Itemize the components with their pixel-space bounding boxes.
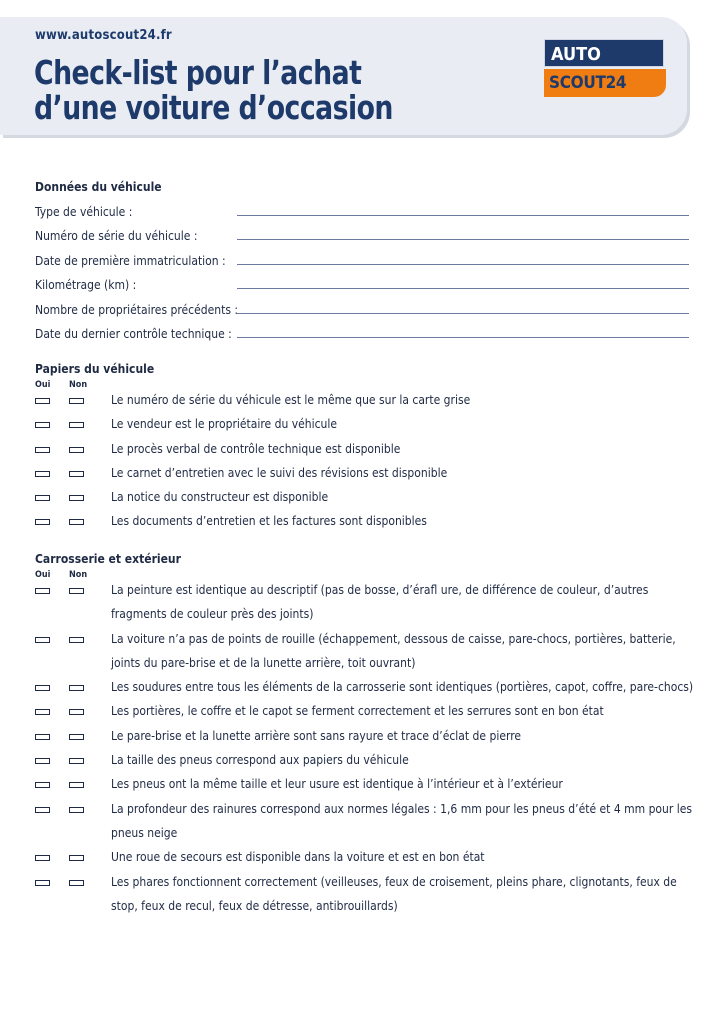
checkbox-non[interactable] xyxy=(69,637,84,643)
checkbox-non[interactable] xyxy=(69,495,84,501)
checkbox-non[interactable] xyxy=(69,782,84,788)
checkbox-oui[interactable] xyxy=(35,422,50,428)
checkbox-non[interactable] xyxy=(69,758,84,764)
field-input-line[interactable] xyxy=(237,337,689,338)
page-title xyxy=(34,55,393,125)
field-label: Nombre de propriétaires précédents : xyxy=(35,302,239,317)
field-label: Date de première immatriculation : xyxy=(35,253,226,268)
checkbox-non[interactable] xyxy=(69,422,84,428)
checkbox-oui[interactable] xyxy=(35,685,50,691)
logo-auto-text: AUTO xyxy=(544,39,664,67)
checkbox-oui[interactable] xyxy=(35,519,50,525)
page-header xyxy=(0,17,687,135)
checklist-item-text: Le pare-brise et la lunette arrière sont sans rayure et trace d’éclat de pierre xyxy=(111,729,522,743)
checkbox-oui[interactable] xyxy=(35,880,50,886)
checkbox-oui[interactable] xyxy=(35,447,50,453)
website-url[interactable]: www.autoscout24.fr xyxy=(35,28,172,43)
checkbox-non[interactable] xyxy=(69,734,84,740)
section-title-vehicle-data: Données du véhicule xyxy=(35,180,162,194)
field-input-line[interactable] xyxy=(237,288,689,289)
checkbox-non[interactable] xyxy=(69,855,84,861)
checklist-item-text: La peinture est identique au descriptif (pas de bosse, d’érafl ure, de différence de couleur, d’autres fragments de couleur près des joints) xyxy=(111,583,649,622)
field-label: Numéro de série du véhicule : xyxy=(35,229,198,244)
checkbox-non[interactable] xyxy=(69,588,84,594)
checkbox-oui[interactable] xyxy=(35,495,50,501)
checkbox-non[interactable] xyxy=(69,447,84,453)
checkbox-oui[interactable] xyxy=(35,398,50,404)
checklist-item-text: Les soudures entre tous les éléments de la carrosserie sont identiques (portières, capot, coffre, pare-chocs) xyxy=(111,680,694,694)
checkbox-oui[interactable] xyxy=(35,758,50,764)
autoscout24-logo xyxy=(544,39,666,99)
checkbox-non[interactable] xyxy=(69,398,84,404)
checkbox-oui[interactable] xyxy=(35,637,50,643)
checklist-item-text: La taille des pneus correspond aux papiers du véhicule xyxy=(111,753,409,767)
section-title-papers: Papiers du véhicule xyxy=(35,362,155,376)
checkbox-non[interactable] xyxy=(69,709,84,715)
checkbox-non[interactable] xyxy=(69,807,84,813)
field-label: Kilométrage (km) : xyxy=(35,278,137,293)
checkbox-oui[interactable] xyxy=(35,709,50,715)
checklist-item-text: Les documents d’entretien et les factures sont disponibles xyxy=(111,514,427,528)
field-input-line[interactable] xyxy=(237,264,689,265)
checklist-item-text: La profondeur des rainures correspond aux normes légales : 1,6 mm pour les pneus d’été et 4 mm pour les pneus neige xyxy=(111,802,693,841)
body-yes-header: Oui xyxy=(35,570,51,580)
field-input-line[interactable] xyxy=(237,313,689,314)
page-title-line-1: Check-list pour l’achat xyxy=(34,53,362,92)
checkbox-non[interactable] xyxy=(69,685,84,691)
checklist-item-text: La notice du constructeur est disponible xyxy=(111,490,329,504)
checklist-item-text: Le numéro de série du véhicule est le même que sur la carte grise xyxy=(111,393,471,407)
checkbox-non[interactable] xyxy=(69,880,84,886)
body-no-header: Non xyxy=(69,570,88,580)
field-label: Type de véhicule : xyxy=(35,205,133,219)
checklist-item-text: Le carnet d’entretien avec le suivi des révisions est disponible xyxy=(111,466,448,480)
checkbox-oui[interactable] xyxy=(35,588,50,594)
checkbox-oui[interactable] xyxy=(35,734,50,740)
papers-no-header: Non xyxy=(69,380,88,390)
papers-yes-header: Oui xyxy=(35,380,51,390)
checklist-item-text: Le vendeur est le propriétaire du véhicule xyxy=(111,417,338,431)
checklist-item-text: Les portières, le coffre et le capot se ferment correctement et les serrures sont en bon état xyxy=(111,704,604,718)
section-title-body: Carrosserie et extérieur xyxy=(35,552,181,566)
logo-scout24-text: SCOUT24 xyxy=(544,69,666,97)
checkbox-oui[interactable] xyxy=(35,807,50,813)
field-label: Date du dernier contrôle technique : xyxy=(35,327,232,341)
page-title-line-2: d’une voiture d’occasion xyxy=(34,88,393,127)
field-input-line[interactable] xyxy=(237,215,689,216)
checkbox-oui[interactable] xyxy=(35,782,50,788)
checkbox-non[interactable] xyxy=(69,471,84,477)
field-input-line[interactable] xyxy=(237,239,689,240)
checkbox-oui[interactable] xyxy=(35,471,50,477)
checklist-item-text: Le procès verbal de contrôle technique est disponible xyxy=(111,442,401,456)
checklist-item-text: Une roue de secours est disponible dans la voiture et est en bon état xyxy=(111,850,485,864)
checkbox-non[interactable] xyxy=(69,519,84,525)
checklist-item-text: Les phares fonctionnent correctement (veilleuses, feux de croisement, pleins phare, clignotants, feux de stop, feux de recul, feux de détresse, antibrouillards) xyxy=(111,875,677,914)
checklist-item-text: Les pneus ont la même taille et leur usure est identique à l’intérieur et à l’extérieur xyxy=(111,777,563,791)
checkbox-oui[interactable] xyxy=(35,855,50,861)
checklist-item-text: La voiture n’a pas de points de rouille (échappement, dessous de caisse, pare-chocs, portières, batterie, joints du pare-brise et de la lunette arrière, toit ouvrant) xyxy=(111,632,676,671)
